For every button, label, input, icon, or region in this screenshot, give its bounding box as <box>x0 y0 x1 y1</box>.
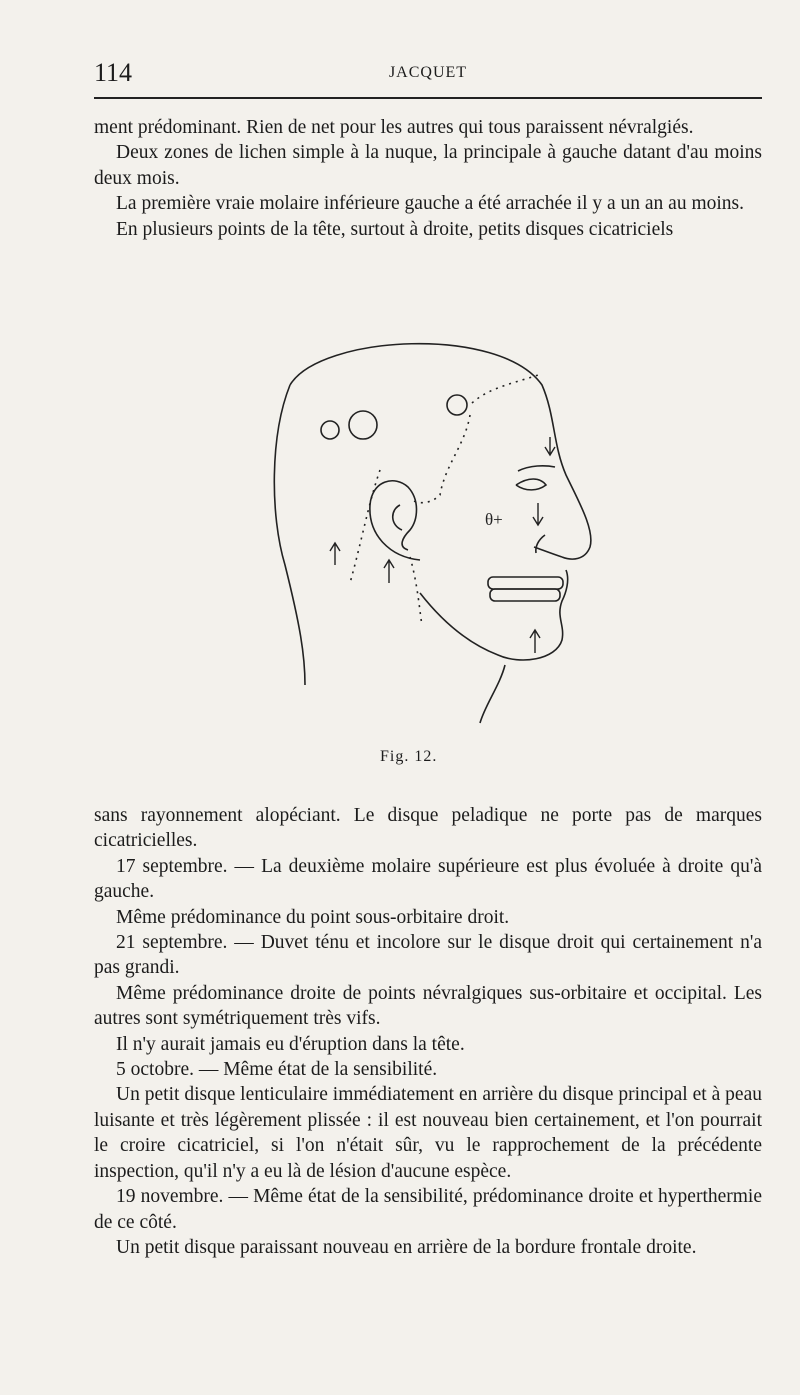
paragraph: En plusieurs points de la tête, surtout à droite, petits disques cicatriciels <box>116 218 674 240</box>
paragraph: Un petit disque paraissant nouveau en arrière de la bordure frontale droite. <box>116 1236 697 1258</box>
header-rule <box>94 97 762 99</box>
paragraph: 19 novembre. — Même état de la sensibilité, prédominance droite et hyperthermie de ce côté. <box>94 1186 762 1233</box>
neuralgic-point-marker: θ+ <box>485 510 503 529</box>
paragraph: 17 septembre. — La deuxième molaire supérieure est plus évoluée à droite qu'à gauche. <box>94 855 762 903</box>
paragraph: sans rayonnement alopéciant. Le disque peladique ne porte pas de marques cicatricielles. <box>94 805 762 852</box>
paragraph: Même prédominance droite de points névralgiques sus-orbitaire et occipital. Les autres sont symétriquement très vifs. <box>94 982 762 1030</box>
paragraph: La première vraie molaire inférieure gauche a été arrachée il y a un an au moins. <box>116 193 744 215</box>
page-header <box>94 58 762 88</box>
paragraph: Deux zones de lichen simple à la nuque, la principale à gauche datant d'au moins deux mois. <box>94 142 762 189</box>
page-number: 114 <box>94 58 133 87</box>
paragraph: Un petit disque lenticulaire immédiatement en arrière du disque principal et à peau luisante et très légèrement plissée : il est nouveau bien certainement, et l'on pourrait le croire cicatriciel, si l'on n'était sûr, vu le rapprochement de la précédente inspection, qu'il n'y a eu là de lésion d'aucune espèce. <box>94 1084 762 1182</box>
paragraph: 5 octobre. — Même état de la sensibilité. <box>116 1059 438 1081</box>
paragraph: Même prédominance du point sous-orbitaire droit. <box>116 906 510 928</box>
head-profile-figure <box>250 325 600 725</box>
paragraph: 21 septembre. — Duvet ténu et incolore sur le disque droit qui certainement n'a pas grandi. <box>94 932 762 979</box>
running-head: JACQUET <box>388 64 468 81</box>
body-text-bottom <box>94 803 762 1260</box>
figure-caption: Fig. 12. <box>380 748 438 765</box>
paragraph: ment prédominant. Rien de net pour les autres qui tous paraissent névralgiés. <box>94 117 694 138</box>
body-text-top <box>94 115 762 242</box>
head-profile-drawing <box>250 325 600 725</box>
paragraph: Il n'y aurait jamais eu d'éruption dans la tête. <box>116 1033 465 1055</box>
